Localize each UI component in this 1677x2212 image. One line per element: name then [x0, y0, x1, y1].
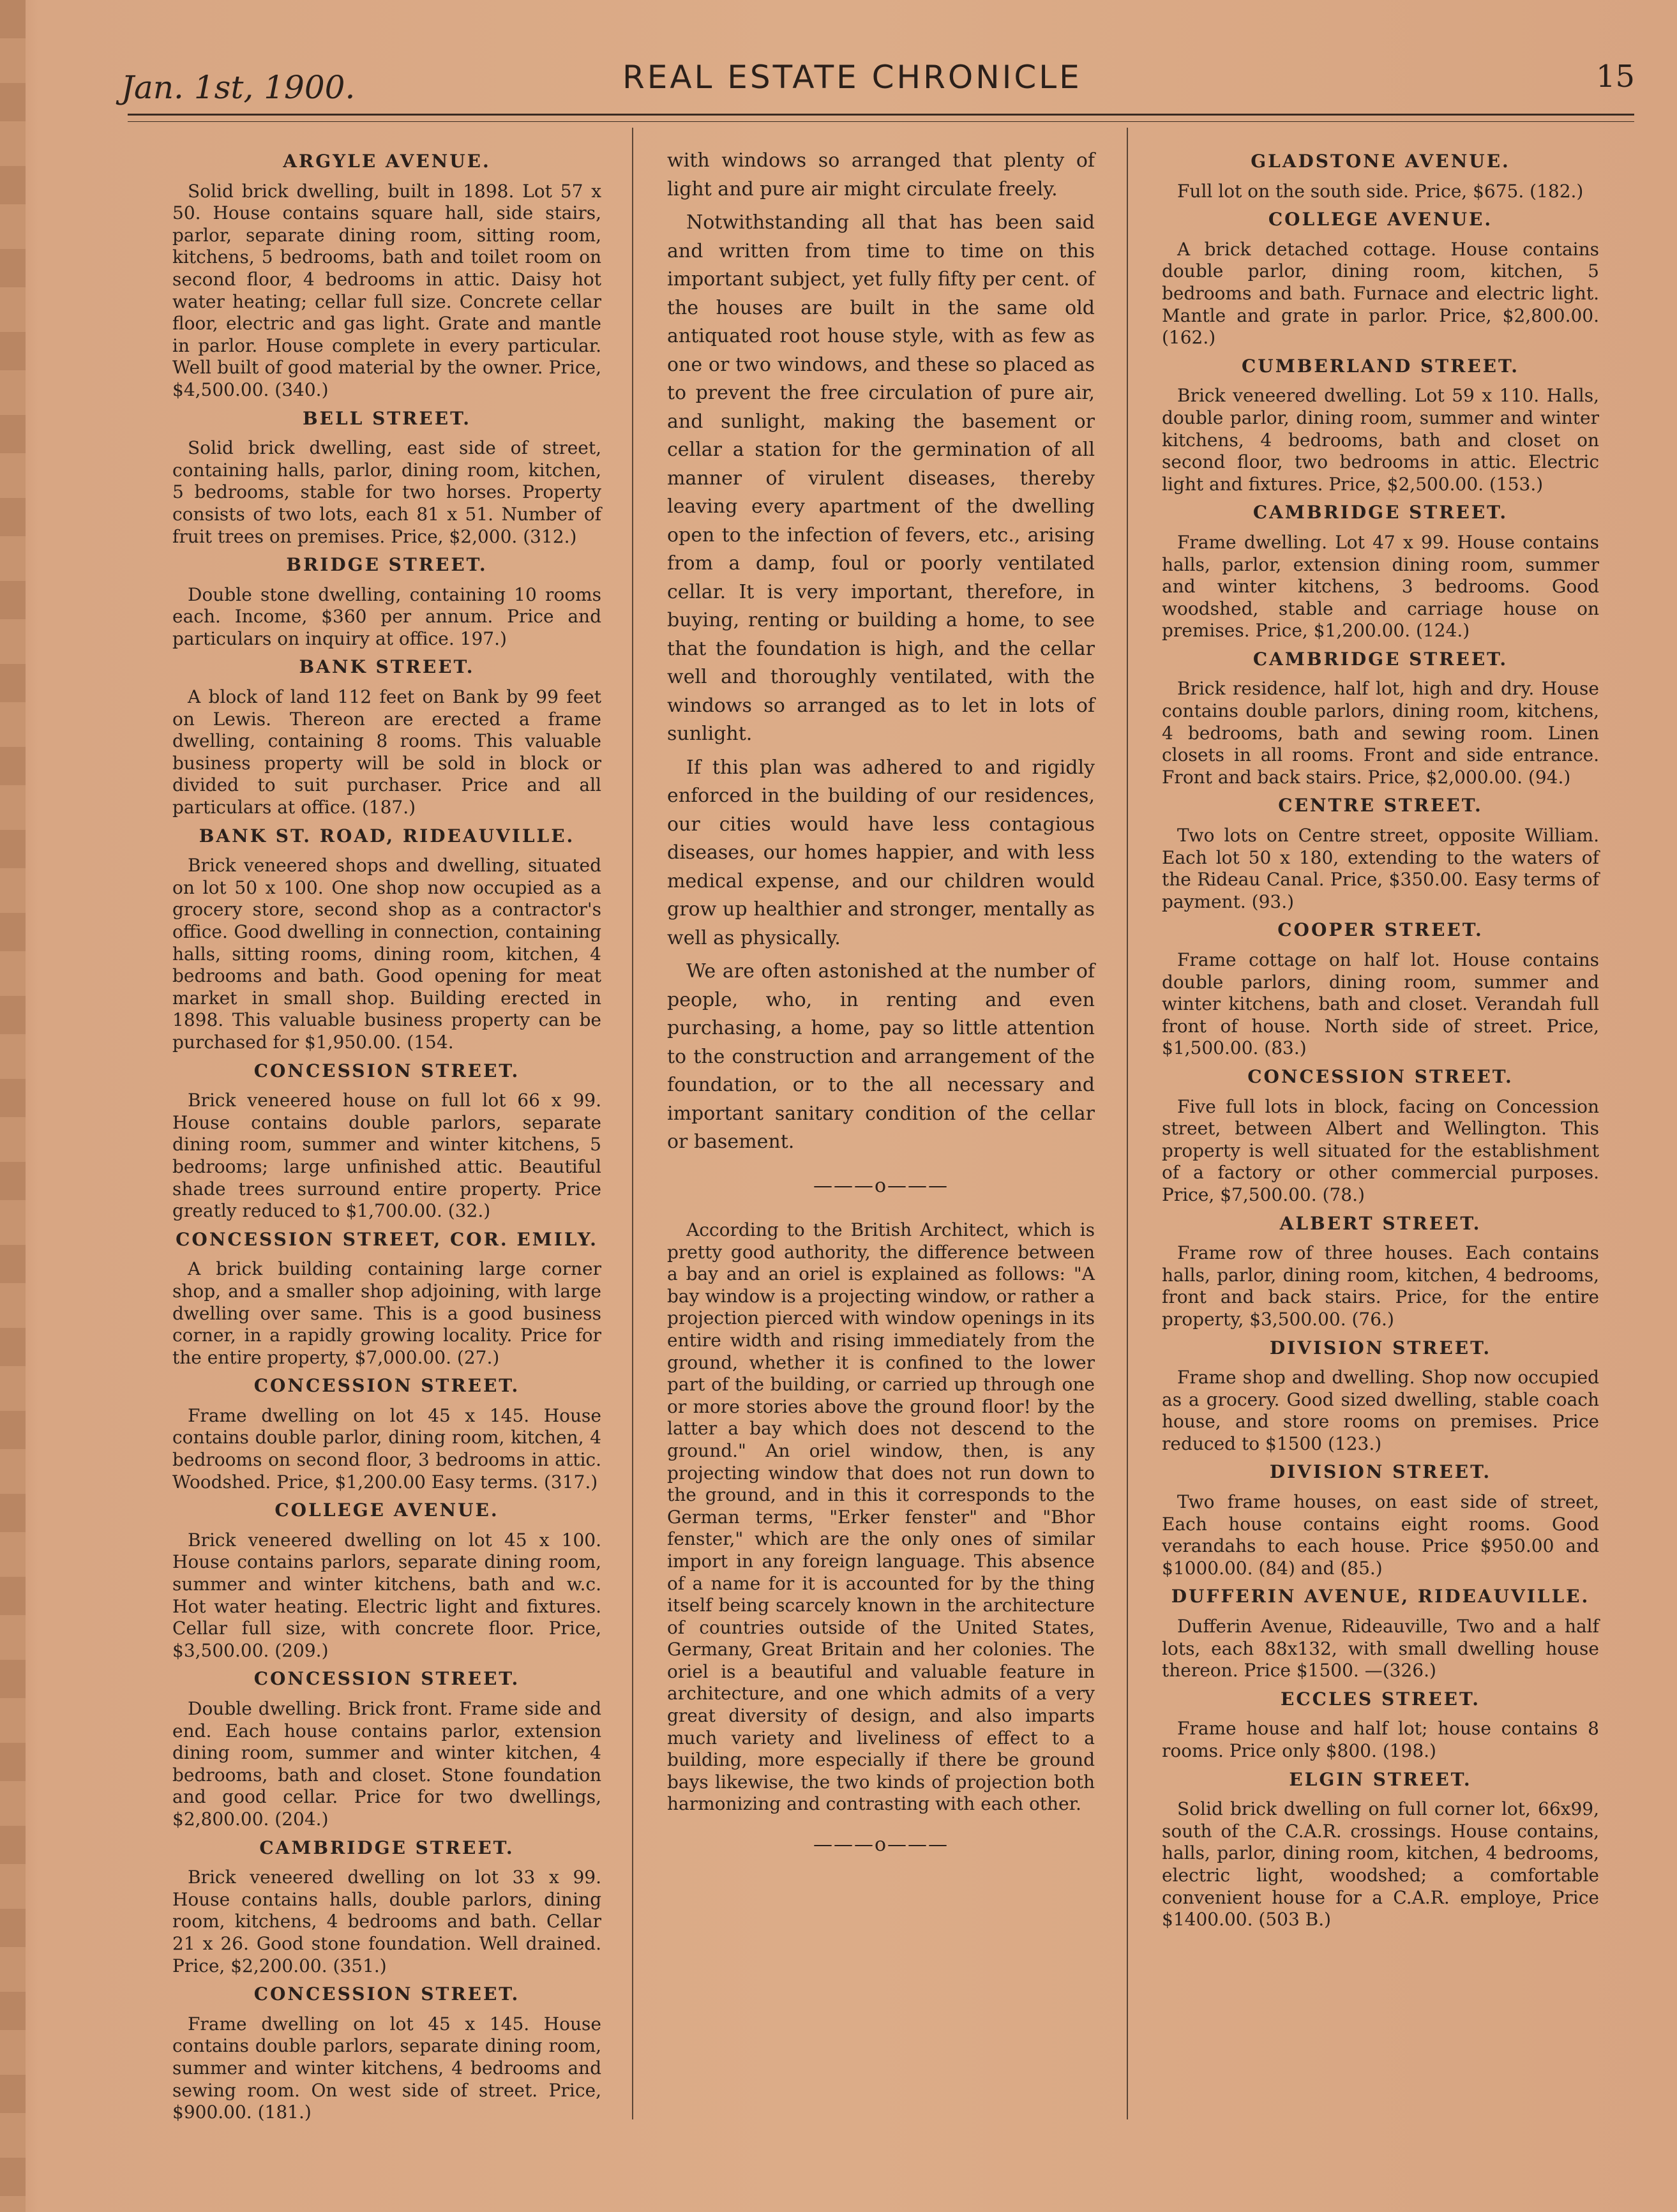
- page-number: 15: [1596, 59, 1636, 94]
- section-separator: ———o———: [813, 1174, 949, 1197]
- listing-heading: CONCESSION STREET.: [253, 1668, 520, 1690]
- listing: [172, 1060, 601, 1223]
- listing: [172, 825, 601, 1054]
- listing-text: A brick detached cottage. House contains double parlor, dining room, kitchen, 5 bedrooms and bath. Furnace and electric light. Mantle and grate in parlor. Price, $2,800.00. (162.): [1162, 238, 1599, 349]
- listing-text: A block of land 112 feet on Bank by 99 feet on Lewis. Thereon are erected a frame dwelling, containing 8 rooms. This valuable business property will be sold in block or divided to suit purchaser. Price and all particulars at office. (187.): [172, 686, 601, 818]
- page-binding: [0, 0, 26, 2212]
- article-column-middle: [667, 147, 1095, 1879]
- listing-text: Brick veneered dwelling. Lot 59 x 110. Halls, double parlor, dining room, summer and winter kitchens, 4 bedrooms, bath and closet on second floor, two bedrooms in attic. Electric light and fixtures. Price, $2,500.00. (153.): [1162, 385, 1599, 495]
- header-rule-top: [128, 114, 1634, 116]
- oriel-article-text: According to the British Architect, which is pretty good authority, the difference between a bay and an oriel is explained as follows: "A bay window is a projecting window, or rather a projection pierced with window openings in its entire width and rising immediately from the ground, whether it is confined to the lower part of the building, or carried up through one or more stories above the ground floor! by the latter a bay which does not descend to the ground." An oriel window, then, is any projecting window that does not run down to the ground, and in this it corresponds to the German terms, "Erker fenster" and "Bhor fenster," which are the only ones of similar import in any foreign language. This absence of a name for it is accounted for by the thing itself being scarcely known in the architecture of countries outside of the United States, Germany, Great Britain and her colonies. The oriel is a beautiful and valuable feature in architecture, and one which admits of a very great diversity of design, and also imparts much variety and liveliness of effect to a building, more especially if there be ground bays likewise, the two kinds of projection both harmonizing and contrasting with each other.: [667, 1219, 1095, 1815]
- listing-heading: CAMBRIDGE STREET.: [1252, 502, 1508, 523]
- listing: [1162, 795, 1599, 913]
- listing: [1162, 1337, 1599, 1456]
- listing-heading: GLADSTONE AVENUE.: [1251, 151, 1510, 172]
- listing-text: Frame dwelling. Lot 47 x 99. House contains halls, parlor, extension dining room, summer and winter kitchens, 3 bedrooms. Good woodshed, stable and carriage house on premises. Price, $1,200.00. (124.): [1162, 531, 1599, 642]
- column-divider-left: [632, 128, 633, 2119]
- listing-text: Brick veneered shops and dwelling, situated on lot 50 x 100. One shop now occupied as a grocery store, second shop as a contractor's office. Good dwelling in connection, containing halls, sitting rooms, dining room, kitchen, 4 bedrooms and bath. Good opening for meat market in small shop. Building erected in 1898. This valuable business property can be purchased for $1,950.00. (154.: [172, 855, 601, 1053]
- listing-text: Brick veneered dwelling on lot 33 x 99. House contains halls, double parlors, dining room, kitchens, 4 bedrooms and bath. Cellar 21 x 26. Good stone foundation. Well drained. Price, $2,200.00. (351.): [172, 1867, 601, 1976]
- listing-heading: COLLEGE AVENUE.: [274, 1500, 499, 1521]
- listing: [172, 408, 601, 548]
- listing-heading: CONCESSION STREET.: [253, 1060, 520, 1081]
- listing: [172, 1837, 601, 1978]
- listing: [1162, 1066, 1599, 1207]
- listing-heading: ARGYLE AVENUE.: [283, 151, 491, 172]
- listing-heading: CONCESSION STREET, COR. EMILY.: [176, 1228, 598, 1250]
- listing-text: Frame cottage on half lot. House contains double parlors, dining room, summer and winter kitchens, bath and closet. Verandah full front of house. North side of street. Price, $1,500.00. (83.): [1162, 949, 1599, 1059]
- end-separator: ———o———: [813, 1833, 949, 1856]
- issue-date: Jan. 1st, 1900.: [121, 69, 356, 106]
- listing-text: Solid brick dwelling, east side of street, containing halls, parlor, dining room, kitchen, 5 bedrooms, stable for two horses. Property consists of two lots, each 81 x 51. Number of fruit trees on premises. Price, $2,000. (312.): [172, 437, 601, 547]
- column-divider-right: [1127, 128, 1128, 2119]
- listing-text: Solid brick dwelling on full corner lot, 66x99, south of the C.A.R. crossings. House contains, halls, parlor, dining room, kitchen, 4 bedrooms, electric light, woodshed; a comfortable convenient house for a C.A.R. employe, Price $1400.00. (503 B.): [1162, 1798, 1599, 1930]
- listing: [1162, 649, 1599, 789]
- listing-text: Two lots on Centre street, opposite William. Each lot 50 x 180, extending to the waters of the Rideau Canal. Price, $350.00. Easy terms of payment. (93.): [1162, 825, 1599, 912]
- listing: [172, 1375, 601, 1493]
- article-paragraph: with windows so arranged that plenty of light and pure air might circulate freely.: [667, 149, 1095, 200]
- listing-heading: CONCESSION STREET.: [253, 1375, 520, 1397]
- header-rule-bottom: [128, 121, 1634, 122]
- newspaper-title: REAL ESTATE CHRONICLE: [622, 59, 1082, 96]
- listing: [1162, 151, 1599, 202]
- listing: [1162, 209, 1599, 349]
- listing-text: Frame dwelling on lot 45 x 145. House contains double parlor, dining room, kitchen, 4 bedrooms on second floor, 3 bedrooms in attic. Woodshed. Price, $1,200.00 Easy terms. (317.): [172, 1404, 601, 1493]
- listing-text: Double stone dwelling, containing 10 rooms each. Income, $360 per annum. Price and particulars on inquiry at office. 197.): [172, 583, 601, 649]
- listing-heading: CAMBRIDGE STREET.: [259, 1837, 515, 1858]
- listing-text: Brick veneered dwelling on lot 45 x 100. House contains parlors, separate dining room, summer and winter kitchens, bath and w.c. Hot water heating. Electric light and fixtures. Cellar full size, with concrete floor. Price, $3,500.00. (209.): [172, 1529, 601, 1661]
- listing-heading: CAMBRIDGE STREET.: [1252, 648, 1508, 670]
- article-paragraph: We are often astonished at the number of people, who, in renting and even purchasing, a home, pay so little attention to the construction and arrangement of the foundation, or to the all necessary and important sanitary condition of the cellar or basement.: [667, 960, 1095, 1153]
- listing: [172, 151, 601, 402]
- listing: [172, 1229, 601, 1369]
- listing-text: Solid brick dwelling, built in 1898. Lot 57 x 50. House contains square hall, side stairs, parlor, separate dining room, sitting room, kitchens, 5 bedrooms, bath and toilet room on second floor, 4 bedrooms in attic. Daisy hot water heating; cellar full size. Concrete cellar floor, electric and gas light. Grate and mantle in parlor. House complete in every particular. Well built of good material by the owner. Price, $4,500.00. (340.): [172, 180, 601, 400]
- listing: [1162, 919, 1599, 1060]
- listing: [1162, 1213, 1599, 1331]
- listing-text: Frame row of three houses. Each contains halls, parlor, dining room, kitchen, 4 bedrooms, front and back stairs. Price, for the entire property, $3,500.00. (76.): [1162, 1242, 1599, 1330]
- listing-heading: ALBERT STREET.: [1279, 1212, 1482, 1234]
- listing-heading: BANK ST. ROAD, RIDEAUVILLE.: [199, 825, 575, 846]
- listing-heading: ELGIN STREET.: [1289, 1768, 1472, 1790]
- listing-text: Full lot on the south side. Price, $675. (182.): [1177, 180, 1584, 202]
- listing-text: Brick veneered house on full lot 66 x 99. House contains double parlors, separate dining room, summer and winter kitchens, 5 bedrooms; large unfinished attic. Beautiful shade trees surround entire property. Price greatly reduced to $1,700.00. (32.): [172, 1090, 601, 1222]
- listing-heading: BELL STREET.: [302, 407, 472, 429]
- listing: [1162, 1769, 1599, 1931]
- listing: [1162, 356, 1599, 496]
- listing-text: Frame house and half lot; house contains 8 rooms. Price only $800. (198.): [1162, 1718, 1599, 1761]
- listing-text: Brick residence, half lot, high and dry. House contains double parlors, dining room, kitchens, 4 bedrooms, bath and sewing room. Linen closets in all rooms. Front and side entrance. Front and back stairs. Price, $2,000.00. (94.): [1162, 678, 1599, 788]
- listing-heading: BRIDGE STREET.: [286, 554, 488, 576]
- listing-text: Five full lots in block, facing on Concession street, between Albert and Wellington. This property is well situated for the establishment of a factory or other commercial purposes. Price, $7,500.00. (78.): [1162, 1095, 1599, 1205]
- listing-heading: DIVISION STREET.: [1269, 1337, 1492, 1358]
- listing: [172, 1668, 601, 1830]
- listing-heading: CUMBERLAND STREET.: [1242, 355, 1519, 377]
- listing: [172, 1500, 601, 1662]
- listing-text: Frame shop and dwelling. Shop now occupied as a grocery. Good sized dwelling, stable coach house, and store rooms on premises. Price reduced to $1500 (123.): [1162, 1367, 1599, 1454]
- listing-heading: CONCESSION STREET.: [1247, 1065, 1514, 1087]
- listing-heading: CONCESSION STREET.: [253, 1983, 520, 2005]
- listing-heading: COLLEGE AVENUE.: [1268, 209, 1493, 230]
- listing-text: Dufferin Avenue, Rideauville, Two and a half lots, each 88x132, with small dwelling house thereon. Price $1500. —(326.): [1162, 1616, 1599, 1682]
- listing-text: Frame dwelling on lot 45 x 145. House contains double parlors, separate dining room, summer and winter kitchens, 4 bedrooms and sewing room. On west side of street. Price, $900.00. (181.): [172, 2013, 601, 2123]
- listing-heading: DUFFERIN AVENUE, RIDEAUVILLE.: [1171, 1586, 1590, 1607]
- article-paragraph: Notwithstanding all that has been said and written from time to time on this important subject, yet fully fifty per cent. of the houses are built in the same old antiquated root house style, with as few as one or two windows, and these so placed as to prevent the free circulation of pure air, and sunlight, making the basement or cellar a station for the germination of all manner of virulent diseases, thereby leaving every apartment of the dwelling open to the infection of fevers, etc., arising from a damp, foul or poorly ventilated cellar. It is very important, therefore, in buying, renting or building a home, to see that the foundation is high, and the cellar well and thoroughly ventilated, with the windows so arranged as to let in lots of sunlight.: [667, 211, 1095, 745]
- listing: [172, 1983, 601, 2124]
- listing-heading: DIVISION STREET.: [1269, 1461, 1492, 1483]
- listings-column-left: [172, 147, 601, 2130]
- listing-heading: COOPER STREET.: [1277, 919, 1484, 941]
- listing: [1162, 1461, 1599, 1579]
- listings-column-right: [1162, 147, 1599, 1937]
- listing-heading: BANK STREET.: [299, 656, 475, 678]
- listing: [1162, 1586, 1599, 1682]
- listing: [172, 656, 601, 818]
- listing-heading: CENTRE STREET.: [1278, 795, 1483, 816]
- article-paragraph: If this plan was adhered to and rigidly enforced in the building of our residences, our cities would have less contagious diseases, our homes happier, and with less medical expense, and our children would grow up healthier and stronger, mentally as well as physically.: [667, 756, 1095, 949]
- listing-heading: ECCLES STREET.: [1281, 1688, 1480, 1710]
- listing-text: A brick building containing large corner shop, and a smaller shop adjoining, with large dwelling over same. This is a good business corner, in a rapidly growing locality. Price for the entire property, $7,000.00. (27.): [172, 1258, 601, 1368]
- listing: [1162, 502, 1599, 642]
- listing: [172, 554, 601, 650]
- listing-text: Two frame houses, on east side of street, Each house contains eight rooms. Good verandahs to each house. Price $950.00 and $1000.00. (84) and (85.): [1162, 1491, 1599, 1579]
- listing: [1162, 1689, 1599, 1763]
- listing-text: Double dwelling. Brick front. Frame side and end. Each house contains parlor, extension dining room, summer and winter kitchen, 4 bedrooms, bath and closet. Stone foundation and good cellar. Price for two dwellings, $2,800.00. (204.): [172, 1698, 601, 1830]
